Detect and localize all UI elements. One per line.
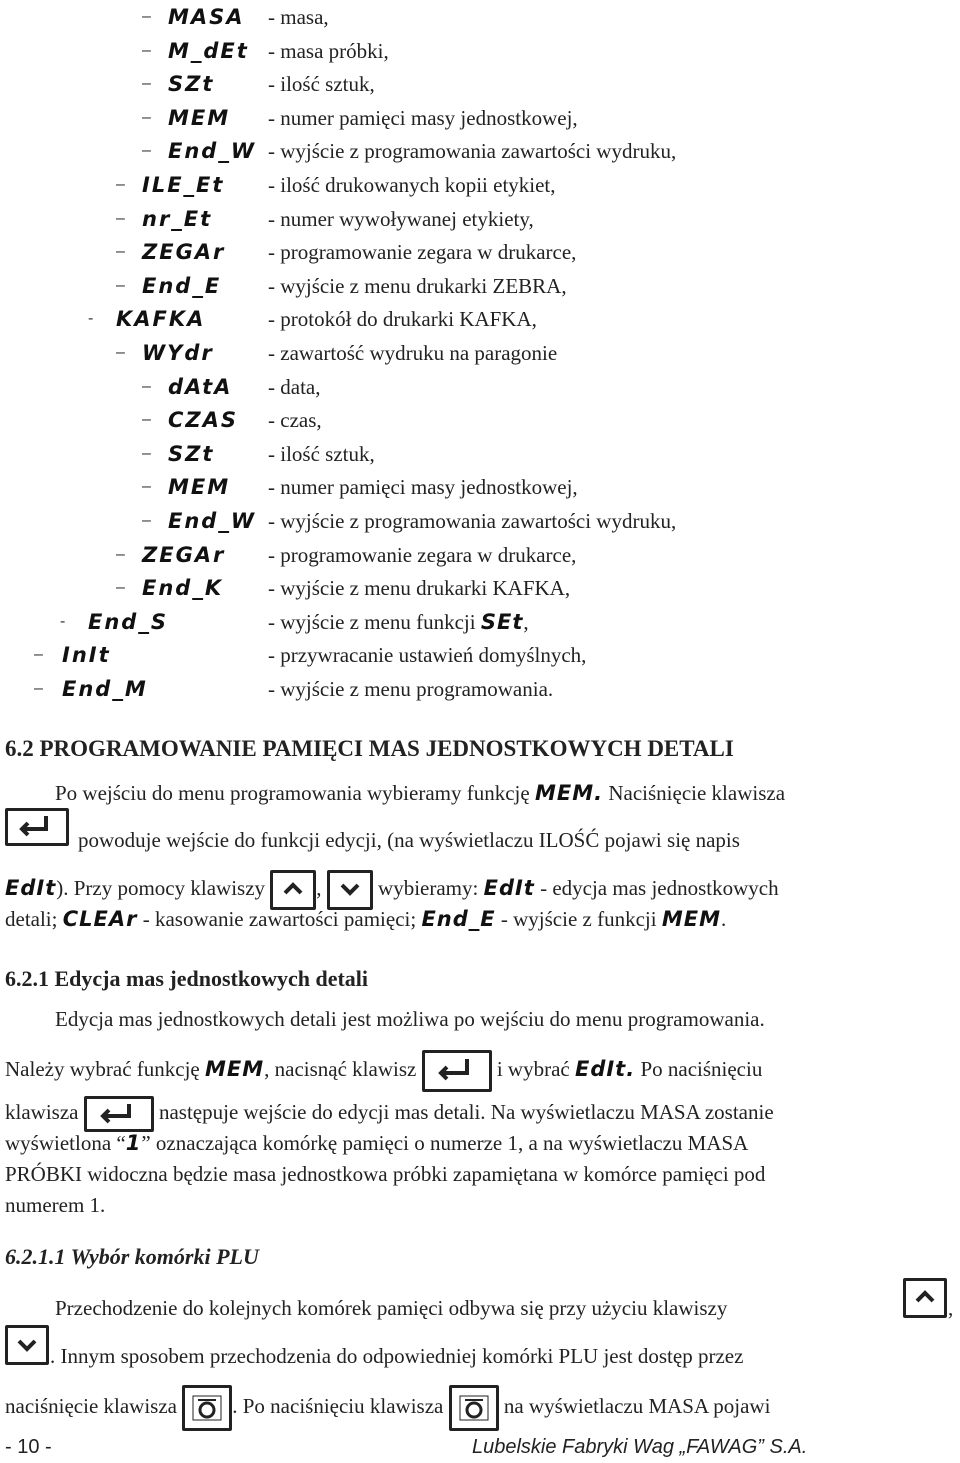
menu-item-dash: – <box>116 243 125 261</box>
menu-item-dash: – <box>142 41 151 59</box>
menu-item-code: End_M <box>62 677 148 701</box>
menu-item-code: ZEGAr <box>142 542 226 567</box>
menu-item <box>0 0 960 34</box>
menu-item-description: - masa próbki, <box>268 38 389 63</box>
menu-item-dash: - <box>88 310 94 328</box>
paragraph-line: naciśnięcie klawisza . Po naciśnięciu klawisza na wyświetlaczu MASA pojawi <box>5 1385 770 1431</box>
menu-item-dash: - <box>60 612 66 630</box>
menu-item <box>0 605 960 639</box>
menu-item-dash: – <box>142 411 151 429</box>
paragraph-line: numerem 1. <box>5 1193 106 1217</box>
paragraph-line: Edycja mas jednostkowych detali jest możliwa po wejściu do menu programowania. <box>55 1007 765 1031</box>
menu-item <box>0 638 960 672</box>
menu-item-dash: – <box>116 276 125 294</box>
menu-item <box>0 269 960 303</box>
paragraph-line: . Innym sposobem przechodzenia do odpowiedniej komórki PLU jest dostęp przez <box>50 1344 744 1368</box>
menu-item-dash: – <box>116 545 125 563</box>
menu-item-code: End_E <box>142 273 222 298</box>
menu-item-description: - wyjście z menu drukarki KAFKA, <box>268 576 571 601</box>
menu-item-description: - masa, <box>268 5 329 29</box>
menu-item <box>0 504 960 538</box>
menu-item-description: - ilość sztuk, <box>268 72 375 97</box>
menu-item-description: - ilość sztuk, <box>268 441 375 466</box>
menu-item-dash: – <box>142 377 151 395</box>
menu-item-description: - wyjście z programowania zawartości wydruku, <box>268 139 677 164</box>
menu-item-code: ZEGAr <box>142 240 226 265</box>
menu-item-code: KAFKA <box>116 307 206 332</box>
menu-item-dash: – <box>142 108 151 126</box>
menu-item <box>0 235 960 269</box>
menu-item-dash: – <box>116 579 125 597</box>
menu-item-dash: – <box>34 646 43 664</box>
paragraph-line: detali; CLEAr - kasowanie zawartości pamięci; End_E - wyjście z funkcji MEM. <box>5 907 727 931</box>
up-arrow-key-icon <box>903 1278 947 1318</box>
menu-item-code: M_dEt <box>168 38 249 63</box>
menu-item <box>0 538 960 572</box>
menu-item <box>0 370 960 404</box>
menu-item-description: - wyjście z menu funkcji SEt, <box>268 609 529 634</box>
menu-item-code: End_W <box>168 139 256 164</box>
paragraph-line: Po wejściu do menu programowania wybieramy funkcję MEM. Naciśnięcie klawisza <box>55 781 786 805</box>
menu-item-code: CZAS <box>168 408 239 433</box>
menu-item-code: nr_Et <box>142 206 213 231</box>
menu-item-code: End_W <box>168 509 256 533</box>
menu-item-dash: – <box>142 478 151 496</box>
menu-item-description: - numer wywoływanej etykiety, <box>268 206 534 231</box>
menu-item <box>0 672 960 706</box>
menu-item-dash: – <box>116 209 125 227</box>
menu-item-dash: – <box>142 142 151 160</box>
enter-key-icon <box>422 1050 492 1092</box>
enter-key-icon <box>5 808 69 846</box>
menu-item-code: End_K <box>142 576 224 601</box>
menu-item-description: - wyjście z programowania zawartości wydruku, <box>268 509 677 533</box>
paragraph-line: EdIt). Przy pomocy klawiszy , wybieramy: EdIt - edycja mas jednostkowych <box>5 870 779 910</box>
menu-item-description: - czas, <box>268 408 322 433</box>
paragraph-line: PRÓBKI widoczna będzie masa jednostkowa próbki zapamiętana w komórce pamięci pod <box>5 1162 766 1186</box>
menu-item-code: MEM <box>168 105 231 130</box>
section-6-2-1-1-title: 6.2.1.1 Wybór komórki PLU <box>5 1244 259 1269</box>
tare-key-icon <box>182 1385 232 1431</box>
menu-item-dash: – <box>116 176 125 193</box>
menu-item-code: WYdr <box>142 341 214 365</box>
menu-item-dash: – <box>142 444 151 462</box>
menu-item-dash: – <box>142 512 151 529</box>
menu-item-description: - zawartość wydruku na paragonie <box>268 341 558 365</box>
paragraph-line: klawisza następuje wejście do edycji mas detali. Na wyświetlaczu MASA zostanie <box>5 1096 774 1132</box>
menu-item-description: - ilość drukowanych kopii etykiet, <box>268 173 556 197</box>
menu-item <box>0 437 960 471</box>
menu-item-code: SZt <box>168 72 215 97</box>
menu-item-description: - wyjście z menu drukarki ZEBRA, <box>268 273 567 298</box>
tare-key-icon <box>449 1385 499 1431</box>
menu-item-description: - data, <box>268 374 321 399</box>
menu-item-code: InIt <box>62 643 111 668</box>
menu-item <box>0 34 960 68</box>
menu-item <box>0 302 960 336</box>
menu-item <box>0 403 960 437</box>
menu-item <box>0 470 960 504</box>
paragraph-line: Należy wybrać funkcję MEM, nacisnąć klawisz i wybrać EdIt. Po naciśnięciu <box>5 1050 762 1092</box>
down-arrow-key-icon <box>5 1325 49 1365</box>
menu-item-description: - numer pamięci masy jednostkowej, <box>268 475 578 500</box>
menu-item <box>0 571 960 605</box>
menu-item <box>0 67 960 101</box>
menu-item-code: MEM <box>168 475 231 500</box>
menu-item-code: End_S <box>88 609 168 634</box>
menu-item-code: ILE_Et <box>142 173 225 197</box>
menu-item-description: - wyjście z menu programowania. <box>268 677 554 701</box>
menu-item-dash: – <box>116 344 125 361</box>
menu-item-description: - protokół do drukarki KAFKA, <box>268 307 537 332</box>
menu-item-dash: – <box>142 75 151 93</box>
section-6-2-title: 6.2 PROGRAMOWANIE PAMIĘCI MAS JEDNOSTKOWYCH DETALI <box>5 736 734 761</box>
menu-item-dash: – <box>142 8 151 25</box>
section-6-2-1-title: 6.2.1 Edycja mas jednostkowych detali <box>5 966 369 991</box>
menu-item-description: - numer pamięci masy jednostkowej, <box>268 105 578 130</box>
menu-item <box>0 336 960 370</box>
menu-item-code: dAtA <box>168 374 233 399</box>
paragraph-line: powoduje wejście do funkcji edycji, (na wyświetlaczu ILOŚĆ pojawi się napis <box>78 828 740 852</box>
menu-item <box>0 134 960 168</box>
menu-item-dash: – <box>34 680 43 697</box>
menu-item <box>0 101 960 135</box>
menu-item-code: SZt <box>168 441 215 466</box>
menu-item <box>0 202 960 236</box>
page-number: - 10 - <box>5 1436 52 1458</box>
menu-item-description: - programowanie zegara w drukarce, <box>268 240 577 265</box>
paragraph-line: , <box>948 1296 954 1320</box>
paragraph-line: wyświetlona “1” oznaczająca komórkę pamięci o numerze 1, a na wyświetlaczu MASA <box>5 1131 749 1155</box>
menu-item-description: - programowanie zegara w drukarce, <box>268 542 577 567</box>
footer-company: Lubelskie Fabryki Wag „FAWAG” S.A. <box>472 1436 808 1458</box>
enter-key-icon <box>84 1096 154 1132</box>
menu-item-description: - przywracanie ustawień domyślnych, <box>268 643 587 668</box>
paragraph-line: Przechodzenie do kolejnych komórek pamięci odbywa się przy użyciu klawiszy <box>55 1296 728 1320</box>
menu-item <box>0 168 960 202</box>
menu-item-code: MASA <box>168 5 245 29</box>
